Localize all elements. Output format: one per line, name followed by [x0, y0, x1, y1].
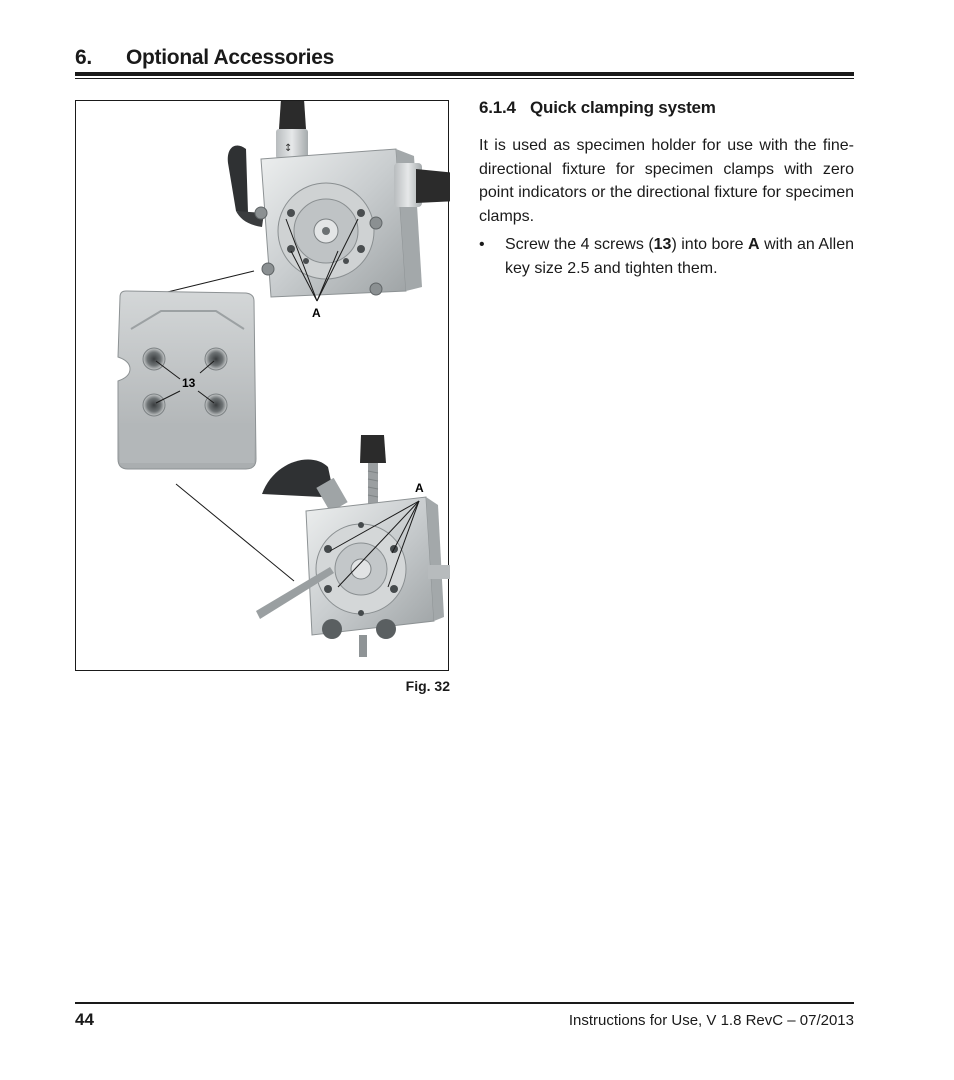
allen-key-leader-line	[176, 484, 294, 581]
header-rule-thick	[75, 72, 854, 76]
footer-rule	[75, 1002, 854, 1004]
bullet-ref-13: 13	[653, 236, 672, 253]
footer-document-info: Instructions for Use, V 1.8 RevC – 07/2013	[568, 1012, 854, 1029]
label-bottom-a: A	[415, 481, 424, 495]
label-plate-13: 13	[182, 376, 196, 390]
svg-text:↕: ↕	[284, 143, 293, 154]
bullet-text-part1: Screw the 4 screws (	[505, 236, 654, 253]
chapter-title: Optional Accessories	[126, 46, 334, 69]
section-paragraph: It is used as specimen holder for use with the fine-directional fixture for specimen clamps with zero point indicators or the directional fixture for specimen clamps.	[479, 137, 854, 225]
bottom-fixture	[256, 435, 450, 657]
figure-caption: Fig. 32	[405, 678, 450, 694]
chapter-header	[75, 46, 854, 72]
top-lever-handle	[228, 145, 248, 213]
bullet-text	[505, 233, 854, 280]
figure-illustration	[76, 101, 450, 672]
top-right-knob	[416, 169, 450, 203]
bullet-ref-a: A	[748, 236, 760, 253]
bullet-text-part3: with an Allen key size 2.5 and tighten them.	[505, 236, 855, 277]
figure-frame	[75, 100, 449, 671]
header-rule-thin	[75, 78, 854, 79]
bullet-symbol: •	[479, 236, 485, 253]
page-number: 44	[75, 1010, 94, 1029]
label-top-a: A	[312, 306, 321, 320]
section-title: Quick clamping system	[530, 98, 716, 117]
top-knob	[279, 101, 306, 129]
bottom-top-knob	[360, 435, 386, 463]
section-number: 6.1.4	[479, 98, 516, 117]
top-fixture	[151, 101, 450, 301]
section-heading	[479, 98, 716, 118]
bullet-text-part2: ) into bore	[671, 236, 749, 253]
chapter-number: 6.	[75, 46, 92, 69]
